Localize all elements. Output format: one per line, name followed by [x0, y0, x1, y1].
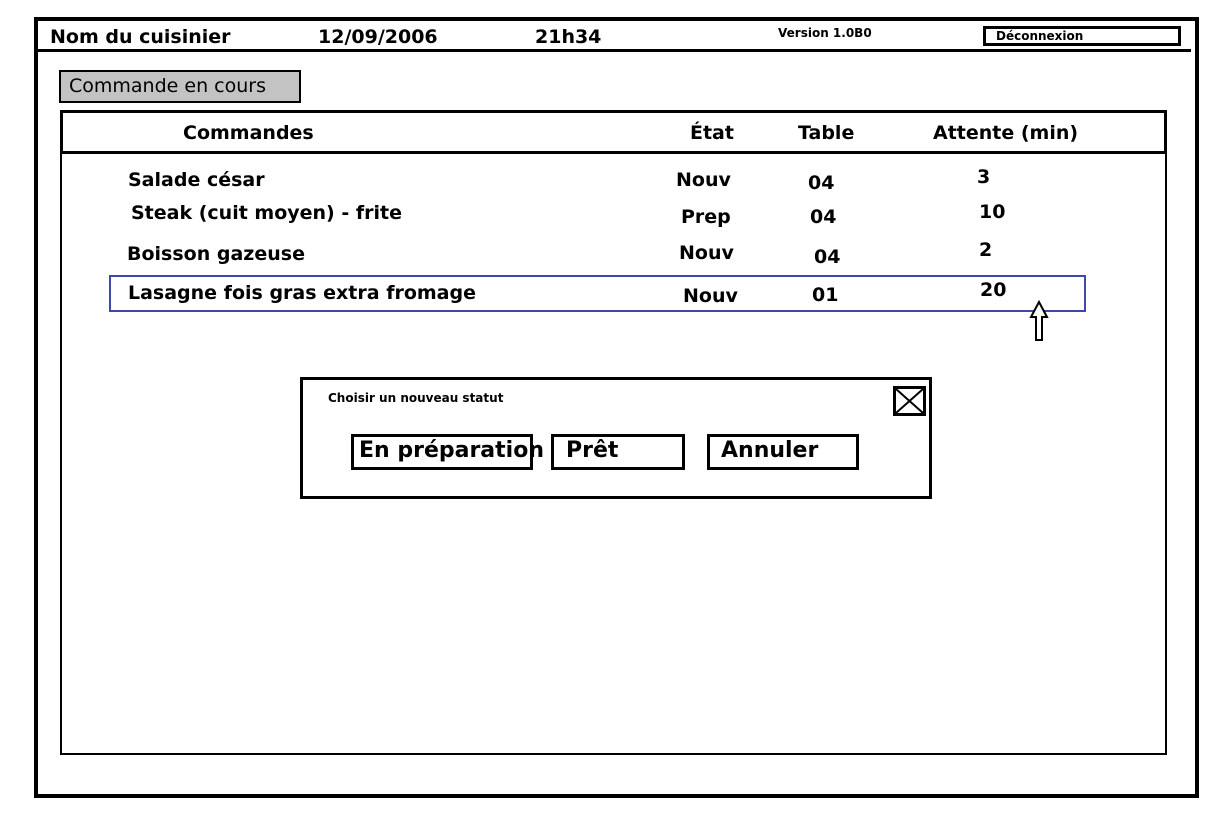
order-wait: 2 — [979, 239, 993, 261]
in-progress-button[interactable]: En préparation — [351, 434, 533, 470]
order-wait: 10 — [979, 201, 1006, 223]
order-status: Prep — [681, 206, 731, 228]
order-status: Nouv — [676, 169, 731, 191]
order-name: Steak (cuit moyen) - frite — [131, 202, 402, 224]
tab-current-orders[interactable]: Commande en cours — [59, 70, 301, 103]
order-table: 01 — [812, 284, 839, 306]
orders-table-header — [60, 110, 1167, 154]
order-name: Boisson gazeuse — [127, 243, 305, 265]
order-table: 04 — [810, 206, 837, 228]
order-table: 04 — [808, 172, 835, 194]
order-status: Nouv — [683, 285, 738, 307]
order-wait: 3 — [977, 166, 991, 188]
order-wait: 20 — [980, 279, 1007, 301]
column-header-order: Commandes — [183, 122, 314, 144]
column-header-status: État — [690, 122, 734, 144]
order-status: Nouv — [679, 242, 734, 264]
status-dialog — [300, 377, 932, 499]
current-time: 21h34 — [535, 26, 602, 48]
column-header-table: Table — [798, 122, 855, 144]
column-header-wait: Attente (min) — [933, 122, 1079, 144]
dialog-title: Choisir un nouveau statut — [328, 391, 504, 405]
logout-button[interactable]: Déconnexion — [983, 26, 1181, 46]
close-icon[interactable] — [893, 386, 926, 416]
order-table: 04 — [814, 246, 841, 268]
mouse-cursor-arrow-icon — [1029, 300, 1049, 344]
ready-button[interactable]: Prêt — [551, 434, 685, 470]
top-bar — [38, 21, 1191, 52]
cancel-button[interactable]: Annuler — [707, 434, 859, 470]
order-name: Salade césar — [128, 169, 265, 191]
cook-name: Nom du cuisinier — [50, 26, 231, 48]
order-name: Lasagne fois gras extra fromage — [128, 282, 476, 304]
app-version: Version 1.0B0 — [778, 26, 872, 40]
current-date: 12/09/2006 — [318, 26, 438, 48]
